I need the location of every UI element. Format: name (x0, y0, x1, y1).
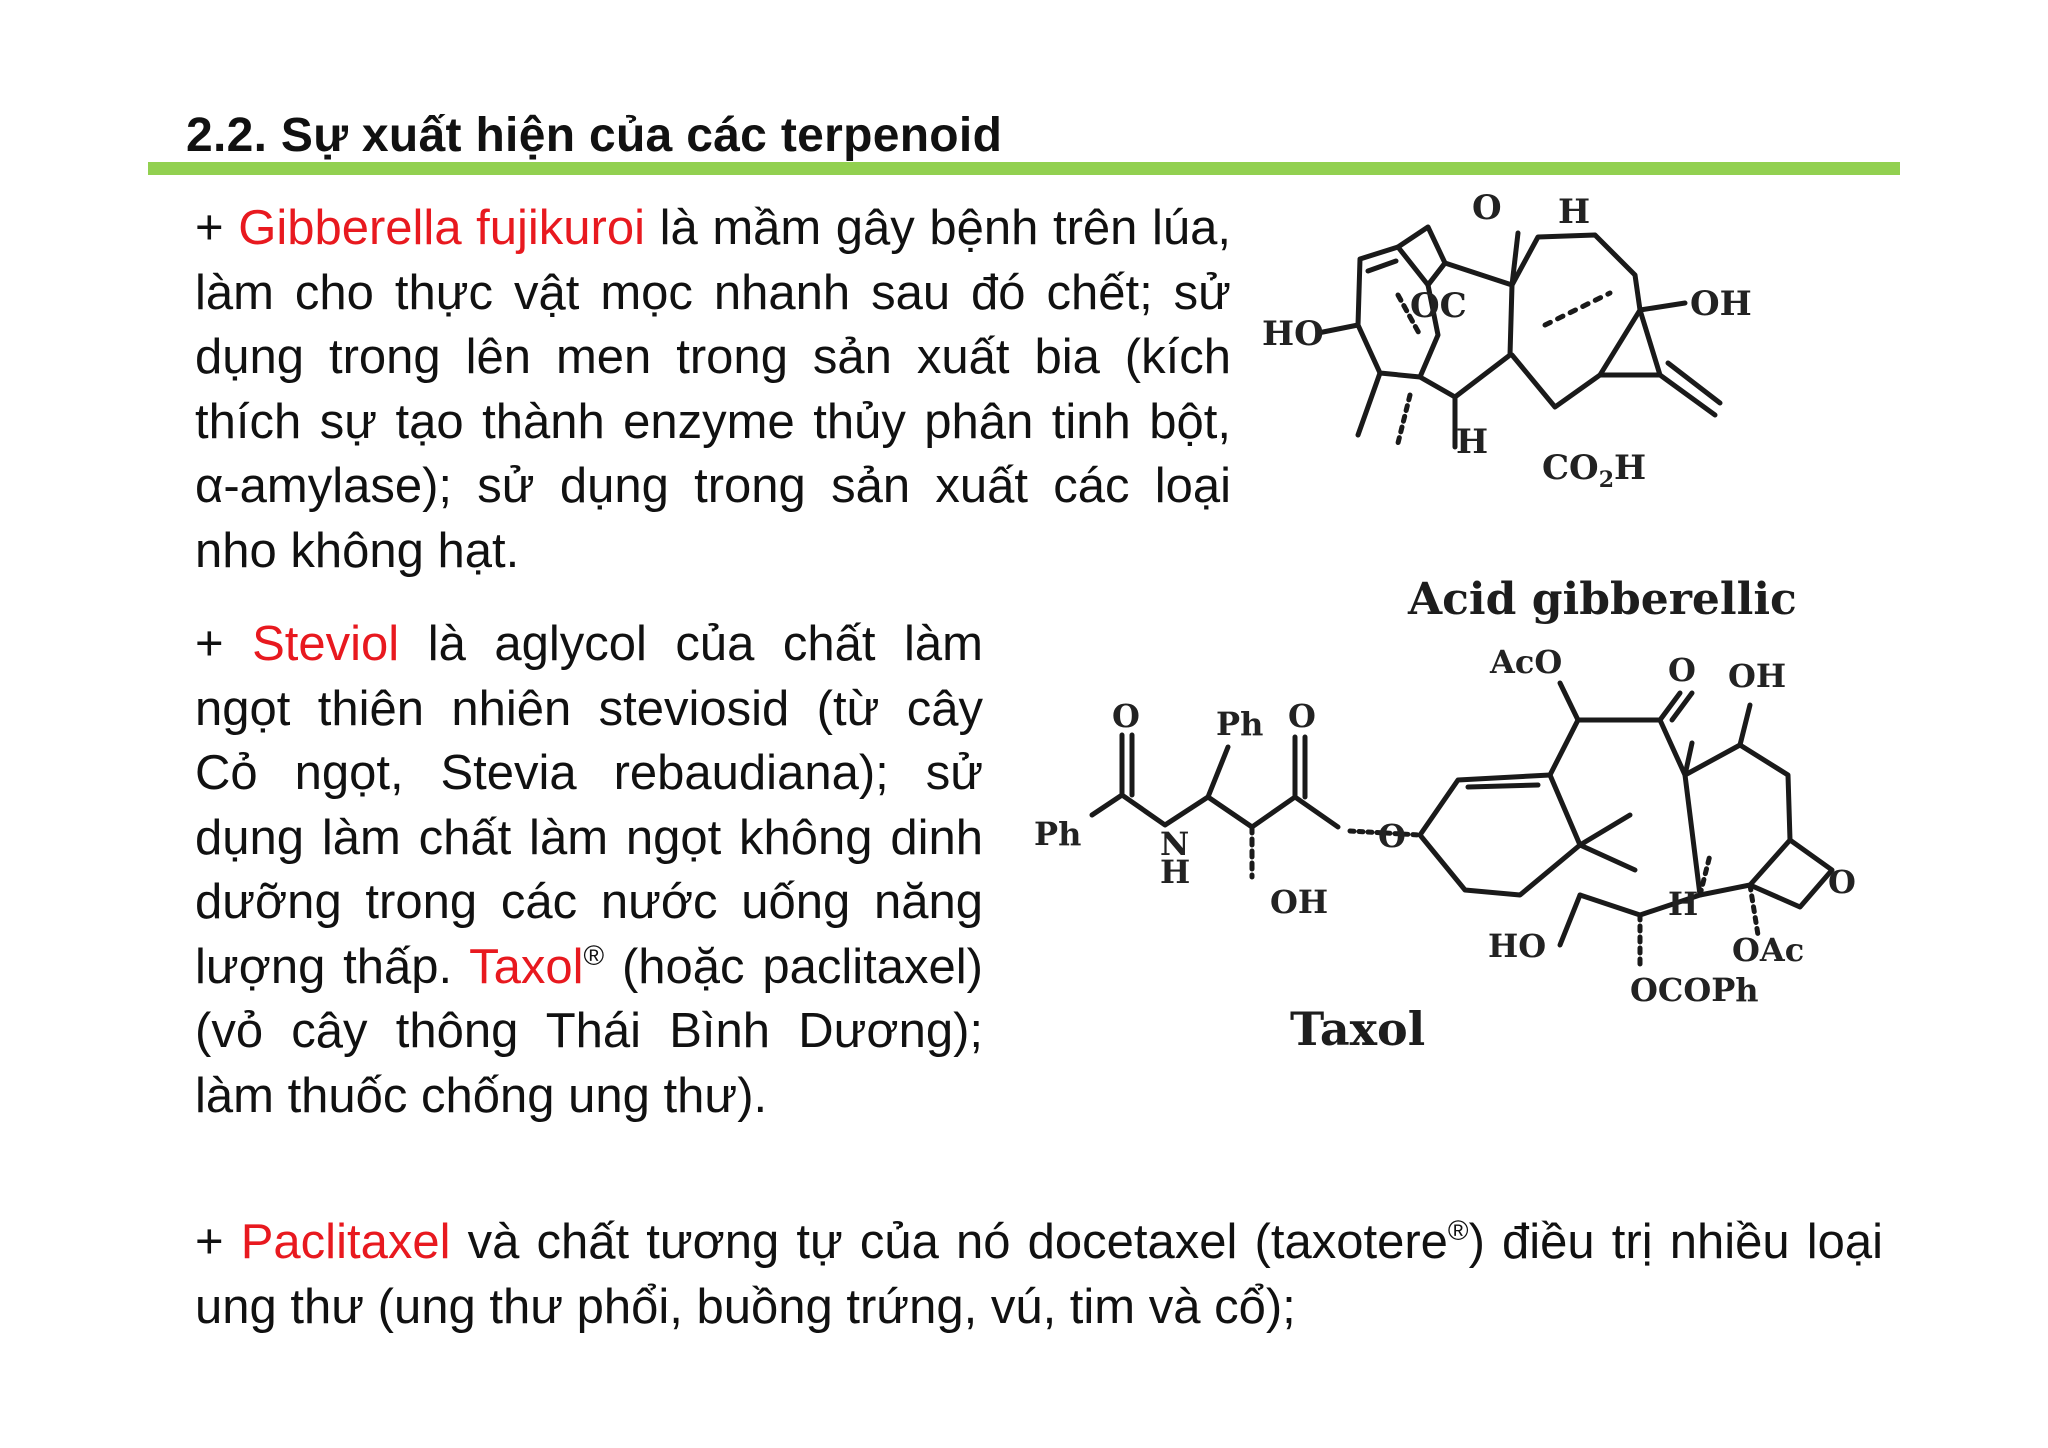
label-aco: AcO (1490, 643, 1563, 681)
paragraph-gibberella (195, 196, 1231, 583)
label-ho: HO (1262, 314, 1324, 354)
highlight-paclitaxel: Paclitaxel (240, 1215, 451, 1269)
bullet-prefix: + (195, 201, 239, 255)
label-o-keto: O (1668, 651, 1696, 689)
label-o-link: O (1378, 817, 1406, 855)
caption-gibberellic: Acid gibberellic (1408, 574, 1797, 625)
paragraph-text-2: (hoặc paclitaxel) (vỏ cây thông Thái Bình Dương); làm thuốc chống ung thư). (195, 939, 983, 1123)
bullet-prefix: + (195, 617, 253, 671)
label-h-top: H (1558, 192, 1591, 232)
label-ph-left: Ph (1034, 815, 1082, 853)
label-ph-side: Ph (1216, 705, 1264, 743)
caption-taxol: Taxol (1290, 1002, 1426, 1056)
title-rule (148, 162, 1900, 175)
paragraph-text: là mầm gây bệnh trên lúa, làm cho thực vật mọc nhanh sau đó chết; sử dụng trong lên men trong sản xuất bia (kích thích sự tạo thành enzyme thủy phân tinh bột, α-amylase); sử dụng trong sản xuất các loại nho không hạt. (195, 201, 1231, 578)
gibberellic-acid-structure (1250, 185, 1830, 505)
bullet-prefix: + (195, 1215, 241, 1269)
label-h-mid: H (1668, 885, 1699, 923)
label-oh-top: OH (1728, 657, 1787, 695)
label-ho: HO (1488, 927, 1547, 965)
label-o-top: O (1472, 188, 1502, 228)
label-o-ester: O (1288, 697, 1316, 735)
registered-mark: ® (583, 939, 605, 971)
highlight-taxol: Taxol (469, 939, 584, 994)
label-o-amide: O (1112, 697, 1140, 735)
taxol-structure (1020, 645, 1880, 1015)
paragraph-text-2: ) điều trị nhiều loại ung thư (ung thư phổi, buồng trứng, vú, tim và cổ); (195, 1215, 1883, 1334)
paragraph-paclitaxel (195, 1210, 1883, 1339)
label-oh: OH (1690, 284, 1752, 324)
highlight-steviol: Steviol (252, 617, 400, 671)
label-nh-h: H (1160, 853, 1191, 891)
registered-mark: ® (1447, 1215, 1469, 1246)
highlight-gibberella: Gibberella fujikuroi (238, 201, 645, 255)
paragraph-steviol (195, 612, 983, 1128)
label-ocoph: OCOPh (1630, 971, 1759, 1009)
label-h-bottom: H (1456, 422, 1489, 462)
label-o-oxetane: O (1828, 863, 1856, 901)
slide-title: 2.2. Sự xuất hiện của các terpenoid (186, 109, 1003, 162)
label-n: N (1160, 825, 1190, 863)
label-oac: OAc (1732, 931, 1805, 969)
paragraph-text: là aglycol của chất làm ngọt thiên nhiên steviosid (từ cây Cỏ ngọt, Stevia rebaudiana); sử dụng làm chất làm ngọt không dinh dưỡng trong các nước uống năng lượng thấp. (195, 617, 983, 994)
label-oc: OC (1410, 286, 1467, 326)
label-co2h: $CO_2H$ (1542, 448, 1647, 493)
label-oh-side: OH (1270, 883, 1329, 921)
paragraph-text: và chất tương tự của nó docetaxel (taxotere (450, 1215, 1448, 1269)
